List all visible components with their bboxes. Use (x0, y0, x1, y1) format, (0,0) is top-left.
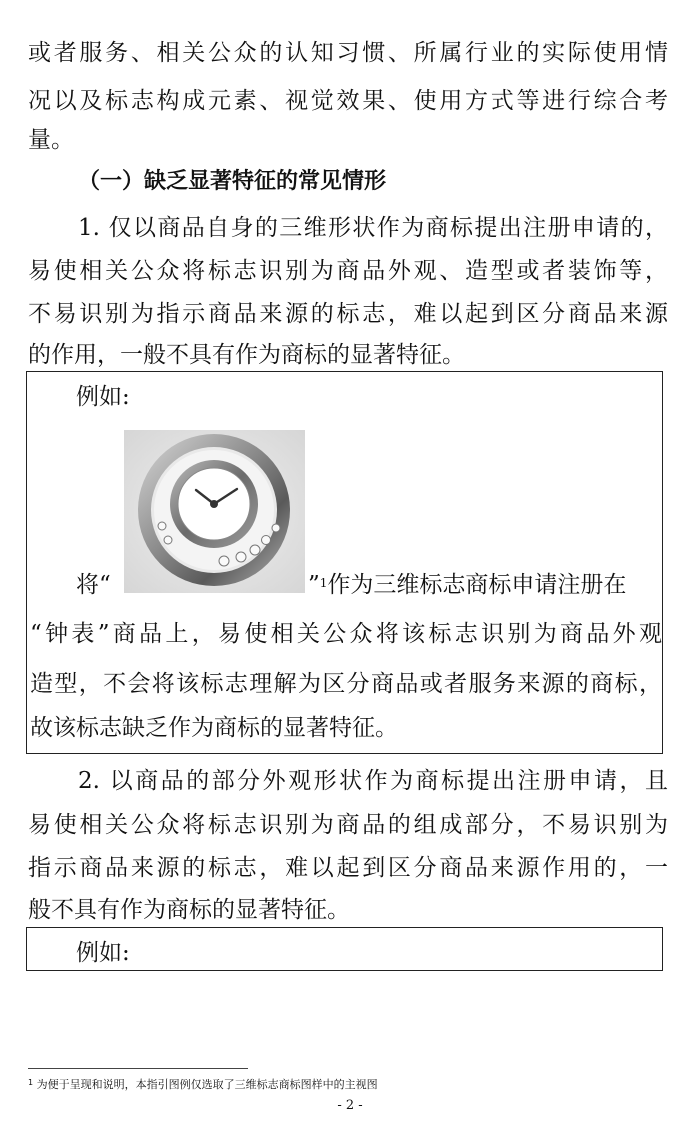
body-text-line: 指示商品来源的标志，难以起到区分商品来源作用的，一 (28, 855, 668, 881)
body-text-line: 的作用，一般不具有作为商标的显著特征。 (28, 342, 465, 368)
body-text-line: 量。 (28, 127, 74, 153)
body-text-line: 般不具有作为商标的显著特征。 (28, 897, 350, 923)
footnote-divider (28, 1068, 248, 1069)
example-line: “钟表”商品上，易使相关公众将该标志识别为商品外观 (30, 621, 662, 647)
example-line (308, 570, 626, 600)
body-text-line: 或者服务、相关公众的认知习惯、所属行业的实际使用情 (28, 40, 668, 66)
footnote (28, 1078, 378, 1092)
body-text-line: 易使相关公众将标志识别为商品外观、造型或者装饰等， (28, 258, 668, 284)
footnote-reference: 1 (319, 576, 328, 590)
body-text-line: 不易识别为指示商品来源的标志，难以起到区分商品来源 (28, 301, 668, 327)
body-text-line: 易使相关公众将标志识别为商品的组成部分，不易识别为 (28, 812, 668, 838)
body-text-line: 2. 以商品的部分外观形状作为商标提出注册申请，且 (78, 768, 668, 794)
watch-image (124, 430, 305, 593)
body-text-line: 况以及标志构成元素、视觉效果、使用方式等进行综合考 (28, 88, 668, 114)
quote-close: ” (308, 572, 320, 598)
example-text: 作为三维标志商标申请注册在 (327, 572, 627, 598)
example-label: 例如: (76, 384, 130, 410)
example-line (76, 570, 111, 600)
footnote-text: 为便于呈现和说明，本指引图例仅选取了三维标志商标图样中的主视图 (36, 1078, 378, 1091)
page-number: - 2 - (337, 1098, 363, 1113)
section-heading: （一）缺乏显著特征的常见情形 (78, 169, 387, 194)
example-line: 故该标志缺乏作为商标的显著特征。 (30, 715, 398, 741)
quote-open: 将“ (76, 572, 111, 598)
example-line: 造型，不会将该标志理解为区分商品或者服务来源的商标， (30, 671, 662, 697)
example-label: 例如: (76, 940, 130, 966)
footnote-mark: 1 (28, 1078, 34, 1087)
body-text-line: 1. 仅以商品自身的三维形状作为商标提出注册申请的， (78, 215, 668, 241)
